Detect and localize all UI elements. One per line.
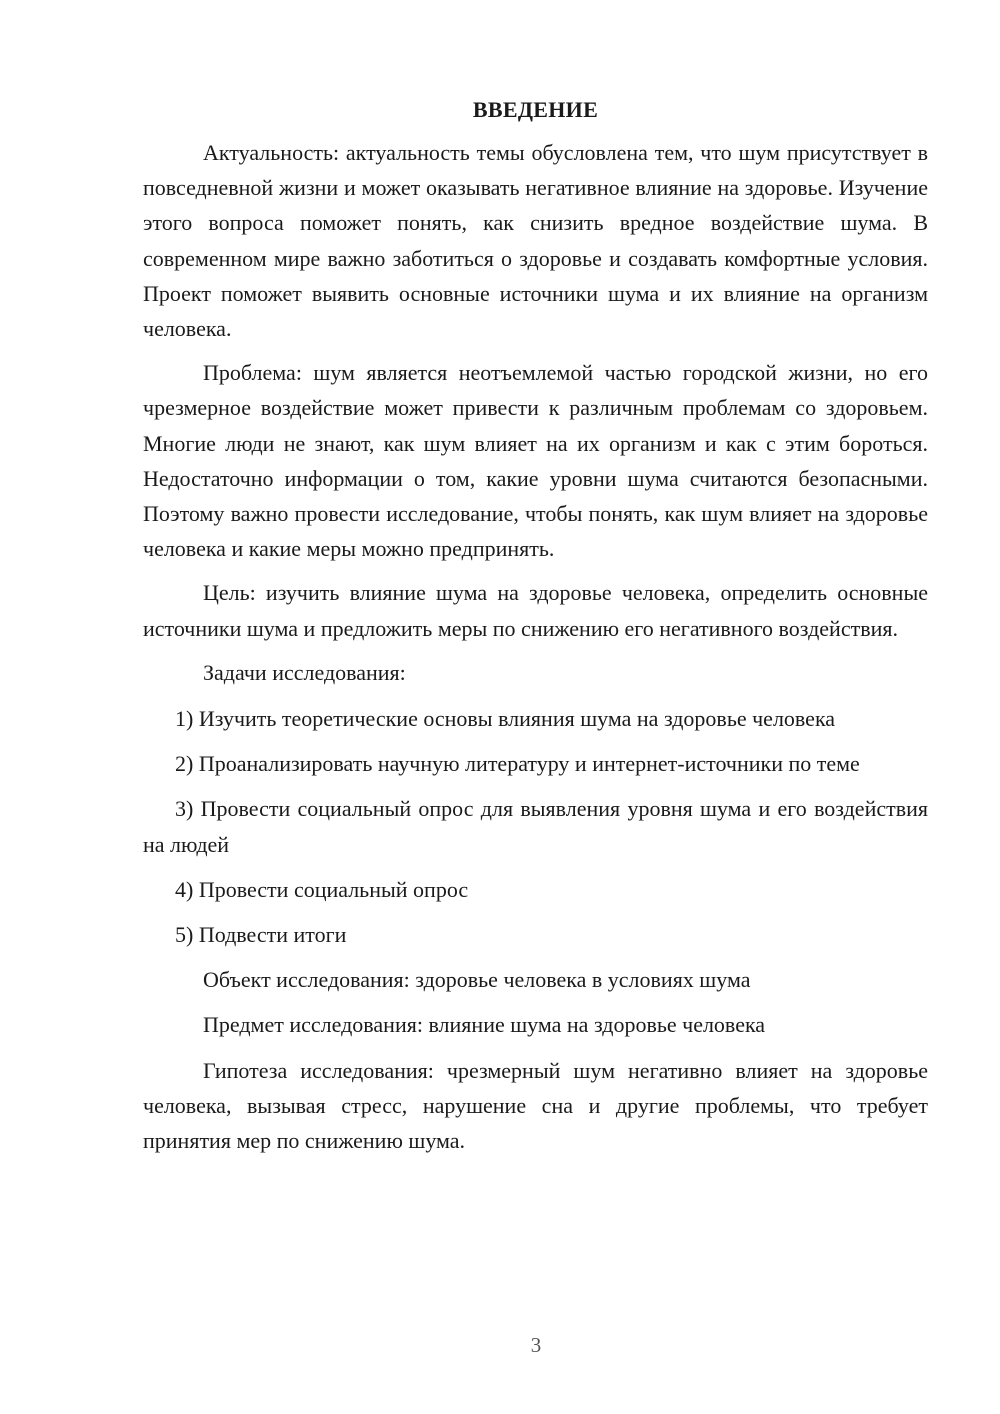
task-item-2: 2) Проанализировать научную литературу и интернет-источники по теме	[175, 751, 860, 777]
task-item-3: 3) Провести социальный опрос для выявления уровня шума и его воздействия на людей	[143, 796, 928, 857]
page-content	[143, 95, 928, 1167]
research-object: Объект исследования: здоровье человека в условиях шума	[203, 967, 751, 993]
page-number: 3	[530, 1333, 542, 1357]
section-heading: ВВЕДЕНИЕ	[472, 97, 599, 122]
task-item-1: 1) Изучить теоретические основы влияния шума на здоровье человека	[175, 706, 836, 732]
task-item-4: 4) Провести социальный опрос	[175, 876, 469, 902]
relevance-paragraph: Актуальность: актуальность темы обусловлена тем, что шум присутствует в повседневной жизни и может оказывать негативное влияние на здоровье. Изучение этого вопроса поможет понять, как снизить вредное воздействие шума. В современном мире важно заботиться о здоровье и создавать комфортные условия. Проект поможет выявить основные источники шума и их влияние на организм человека.	[143, 140, 928, 342]
hypothesis-paragraph: Гипотеза исследования: чрезмерный шум негативно влияет на здоровье человека, вызывая стресс, нарушение сна и другие проблемы, что требует принятия мер по снижению шума.	[143, 1057, 928, 1154]
tasks-label: Задачи исследования:	[203, 659, 406, 685]
problem-paragraph: Проблема: шум является неотъемлемой частью городской жизни, но его чрезмерное воздействие может привести к различным проблемам со здоровьем. Многие люди не знают, как шум влияет на их организм и как с этим бороться. Недостаточно информации о том, какие уровни шума считаются безопасными. Поэтому важно провести исследование, чтобы понять, как шум влияет на здоровье человека и какие меры можно предпринять.	[143, 360, 928, 562]
goal-paragraph: Цель: изучить влияние шума на здоровье человека, определить основные источники шума и предложить меры по снижению его негативного воздействия.	[143, 580, 928, 641]
task-item-5: 5) Подвести итоги	[175, 922, 347, 948]
research-subject: Предмет исследования: влияние шума на здоровье человека	[203, 1012, 766, 1038]
